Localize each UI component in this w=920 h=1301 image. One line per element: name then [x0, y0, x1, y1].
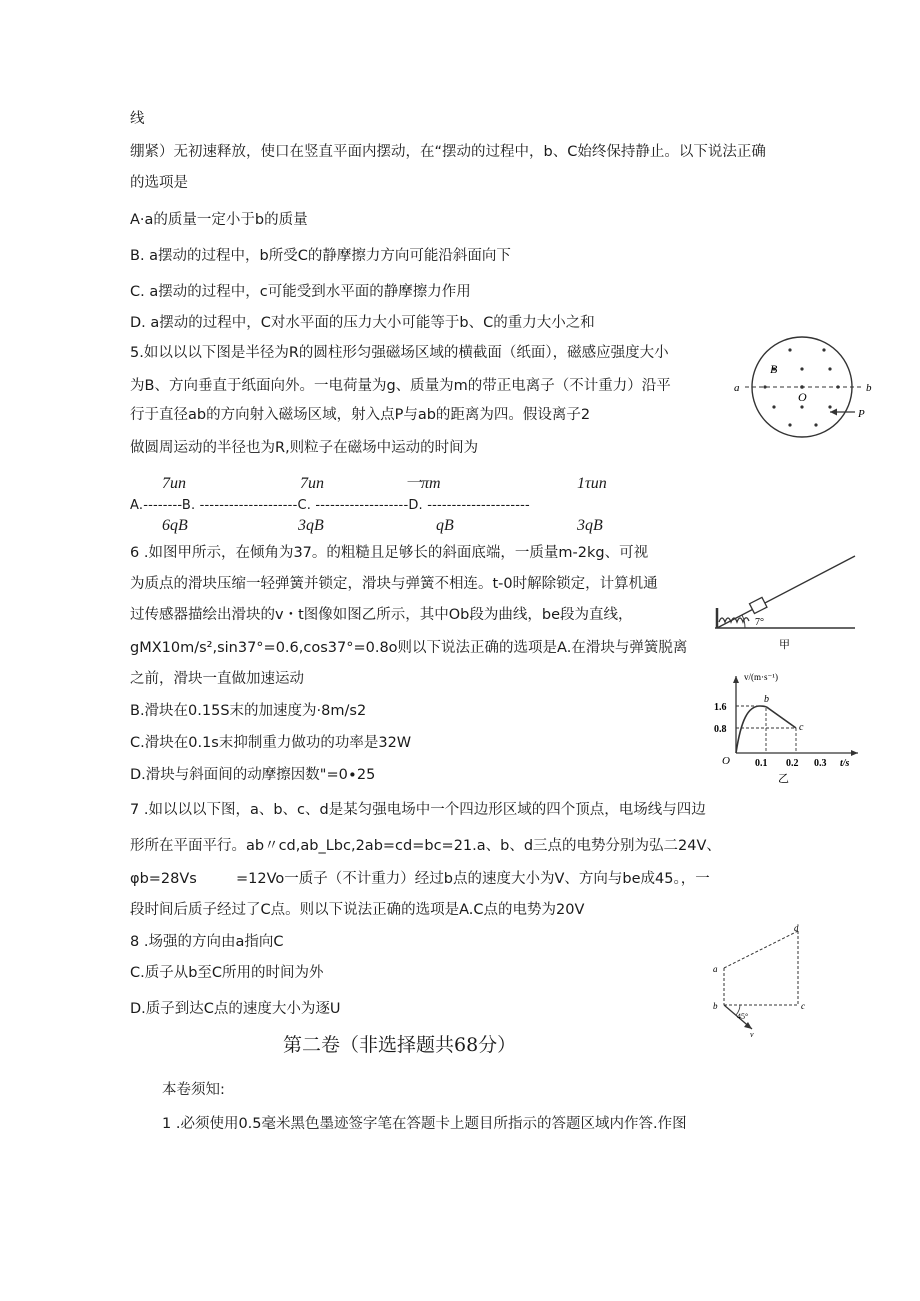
- option-c-numerator: 一πm: [405, 475, 441, 492]
- question-6-line-2: 为质点的滑块压缩一轻弹簧并锁定，滑块与弹簧不相连。t-0时解除锁定，计算机通: [130, 576, 658, 592]
- question-6-line-4: gMX10m∕s²,sin37°=0.6,cos37°=0.8o则以下说法正确的选项是A.在滑块与弹簧脱离: [130, 640, 688, 656]
- option-d-q4: D. a摆动的过程中，C对水平面的压力大小可能等于b、C的重力大小之和: [130, 315, 595, 331]
- text-line-1: 线: [130, 111, 145, 127]
- option-c-q6: C.滑块在0.1s末抑制重力做功的功率是32W: [130, 735, 412, 751]
- option-b-numerator: 7un: [300, 475, 324, 492]
- option-a-q4: A·a的质量一定小于b的质量: [130, 212, 308, 228]
- figure-yi-caption: 乙: [778, 773, 789, 785]
- angle-45-label: 45°: [737, 1012, 749, 1021]
- tick-0-3: 0.3: [814, 758, 827, 769]
- figure-jia-caption: 甲: [779, 639, 790, 651]
- velocity-v-label: v: [750, 1030, 754, 1038]
- slider-block: [749, 597, 766, 613]
- text-line-3: 的选项是: [130, 175, 188, 191]
- tick-0-2: 0.2: [786, 758, 799, 769]
- vertex-a-label: a: [713, 964, 718, 974]
- question-7-line-3b: =12Vo一质子（不计重力）经过b点的速度大小为V、方向与be成45。，一: [236, 871, 710, 887]
- question-6-line-5: 之前，滑块一直做加速运动: [130, 671, 304, 687]
- notice-item-1: 1 .必须使用0.5毫米黑色墨迹签字笔在答题卡上题目所指示的答题区域内作答.作图: [162, 1116, 687, 1132]
- tick-0-8: 0.8: [714, 724, 727, 735]
- question-6-line-3: 过传感器描绘出滑块的v・t图像如图乙所示，其中Ob段为曲线，be段为直线，: [130, 607, 633, 623]
- option-b-denominator: 3qB: [298, 517, 324, 534]
- option-b-q6: B.滑块在0.15S末的加速度为·8m∕s2: [130, 703, 367, 719]
- label-P: P: [858, 408, 865, 420]
- section-title: 第二卷（非选择题共68分）: [283, 1034, 517, 1056]
- question-7-line-4: 段时间后质子经过了C点。则以下说法正确的选项是A.C点的电势为20V: [130, 902, 585, 918]
- question-5-line-3: 行于直径ab的方向射入磁场区域，射入点P与ab的距离为四。假设离子2: [130, 407, 591, 423]
- vertex-d-label: d: [794, 923, 799, 933]
- option-a-denominator: 6qB: [162, 517, 188, 534]
- option-d-denominator: 3qB: [577, 517, 603, 534]
- magnetic-field-figure: [730, 333, 880, 448]
- option-d-q6: D.滑块与斜面间的动摩擦因数"=0∙25: [130, 767, 376, 783]
- question-5-line-2: 为B、方向垂直于纸面向外。一电荷量为g、质量为m的带正电离子（不计重力）沿平: [130, 378, 671, 394]
- question-7-line-3a: φb=28Vs: [130, 871, 197, 887]
- options-row: A.--------B. --------------------C. -------------------D. ---------------------: [130, 498, 530, 513]
- label-b: b: [866, 382, 872, 394]
- option-b-q7: 8 .场强的方向由a指向C: [130, 934, 284, 950]
- question-7-line-2: 形所在平面平行。ab〃cd,ab_Lbc,2ab=cd=bc=21.a、b、d三点的电势分别为弘二24V、: [130, 838, 721, 854]
- question-5-line-1: 5.如以以以下图是半径为R的圆柱形匀强磁场区域的横截面（纸面），磁感应强度大小: [130, 345, 669, 361]
- option-a-numerator: 7un: [162, 475, 186, 492]
- question-5-line-4: 做圆周运动的半径也为R,则粒子在磁场中运动的时间为: [130, 440, 479, 456]
- vertex-b-label: b: [713, 1001, 718, 1011]
- option-d-q7: D.质子到达C点的速度大小为逐U: [130, 1001, 341, 1017]
- tick-1-6: 1.6: [714, 702, 727, 713]
- option-c-q7: C.质子从b至C所用的时间为外: [130, 965, 324, 981]
- quadrilateral-figure: [710, 923, 810, 1038]
- notice-heading: 本卷须知:: [162, 1082, 225, 1098]
- incline-angle-label: 7°: [755, 617, 764, 628]
- text-line-2: 绷紧）无初速释放，使口在竖直平面内摆动，在“摆动的过程中，b、C始终保持静止。以下说法正确: [130, 144, 766, 160]
- label-B: B: [770, 362, 778, 376]
- edge-ad: [724, 931, 798, 968]
- label-O: O: [798, 390, 807, 404]
- question-6-line-1: 6 .如图甲所示，在倾角为37。的粗糙且足够长的斜面底端，一质量m-2kg、可视: [130, 545, 649, 561]
- t-axis-label: t/s: [840, 758, 850, 769]
- incline-surface: [717, 556, 855, 628]
- vt-graph: [708, 668, 868, 788]
- point-c-label: c: [799, 722, 804, 733]
- option-c-denominator: qB: [436, 517, 454, 534]
- label-a: a: [734, 382, 740, 394]
- v-axis-label: v/(m·s⁻¹): [744, 672, 778, 682]
- origin-label: O: [722, 755, 730, 767]
- question-7-line-1: 7 .如以以以下图，a、b、c、d是某匀强电场中一个四边形区域的四个顶点，电场线与四边: [130, 802, 706, 818]
- tick-0-1: 0.1: [755, 758, 768, 769]
- option-c-q4: C. a摆动的过程中，c可能受到水平面的静摩擦力作用: [130, 284, 471, 300]
- option-b-q4: B. a摆动的过程中，b所受C的静摩擦力方向可能沿斜面向下: [130, 248, 511, 264]
- incline-figure: [705, 548, 865, 658]
- option-d-numerator: 1τun: [577, 475, 607, 492]
- vertex-c-label: c: [801, 1001, 805, 1011]
- point-b-label: b: [764, 694, 769, 705]
